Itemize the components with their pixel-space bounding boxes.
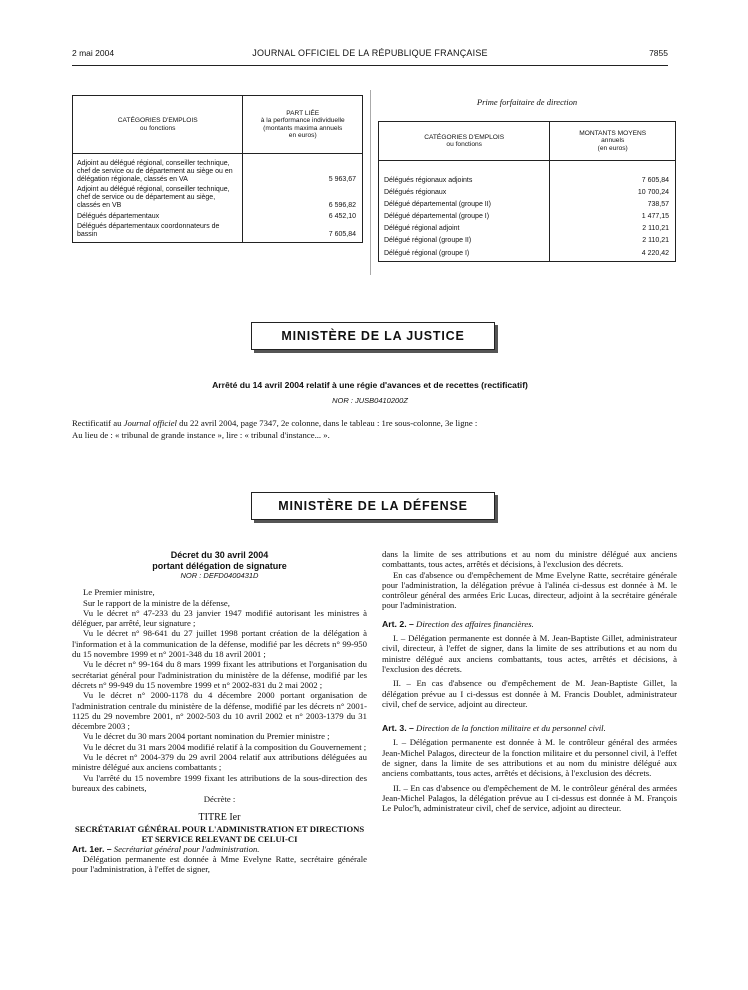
visa-paragraph: Vu le décret n° 98-641 du 27 juillet 1998 portant création de la délégation à l'information et à la communication de la défense, modifié par les décrets n° 99-950 du 15 novembre 1999 et n° 2001-348 du 18 avril 2001 ; — [72, 628, 367, 660]
table-row — [379, 234, 676, 246]
ministry-defense-heading: MINISTÈRE DE LA DÉFENSE — [251, 492, 495, 520]
amount-cell: 7 605,84 — [550, 161, 676, 187]
article-2-paragraphs — [382, 633, 677, 709]
table-row — [73, 212, 363, 222]
ministry-justice-heading: MINISTÈRE DE LA JUSTICE — [251, 322, 495, 350]
visa-paragraph: Vu le décret du 31 mars 2004 modifié relatif à la composition du Gouvernement ; — [83, 741, 367, 752]
table-row — [379, 210, 676, 222]
amount-cell: 6 596,82 — [243, 185, 363, 211]
category-cell: Délégués départementaux coordonnateurs de bassin — [73, 222, 243, 243]
decree-nor: NOR : DEFD0400431D — [180, 571, 259, 580]
visa-paragraph: Le Premier ministre, — [83, 587, 155, 598]
table-right-col1-header: CATÉGORIES D'EMPLOIS ou fonctions — [379, 122, 550, 161]
table-row — [73, 185, 363, 211]
article-1-heading: Art. 1er. – Secrétariat général pour l'administration. — [72, 843, 260, 854]
issue-date: 2 mai 2004 — [72, 48, 115, 58]
page-header — [72, 48, 668, 62]
amount-cell: 7 605,84 — [243, 222, 363, 243]
journal-title: JOURNAL OFFICIEL DE LA RÉPUBLIQUE FRANÇAISE — [252, 48, 488, 58]
header-rule — [72, 65, 668, 66]
table-right-title: Prime forfaitaire de direction — [476, 97, 578, 107]
category-cell: Délégué régional (groupe I) — [379, 247, 550, 262]
table-row — [379, 198, 676, 210]
visa-paragraphs — [72, 587, 367, 793]
table-right-col2-header: MONTANTS MOYENS annuels (en euros) — [550, 122, 676, 161]
arrete-nor: NOR : JUSB0410200Z — [332, 396, 408, 405]
table-row — [73, 154, 363, 186]
table-row — [379, 222, 676, 234]
category-cell: Délégué régional adjoint — [379, 222, 550, 234]
paragraph: En cas d'absence ou d'empêchement de Mme Evelyne Ratte, secrétaire générale pour l'administration, la délégation prévue à l'alinéa ci-dessus est donnée à M. le contrôleur général des armées Eric Lucas, directeur, adjoint à la secrétaire générale pour l'administration. — [382, 569, 677, 611]
amount-cell: 1 477,15 — [550, 210, 676, 222]
right-column — [382, 549, 677, 818]
table-left-col2-header: PART LIÉE à la performance individuelle (montants maxima annuels en euros) — [243, 96, 363, 154]
titre-heading: SECRÉTARIAT GÉNÉRAL POUR L'ADMINISTRATION ET DIRECTIONS ET SERVICE RELEVANT DE CELUI-CI — [74, 823, 365, 844]
visa-paragraph: Vu le décret du 30 mars 2004 portant nomination du Premier ministre ; — [83, 731, 330, 742]
article-3-heading: Art. 3. – Direction de la fonction militaire et du personnel civil. — [382, 723, 606, 734]
page-number: 7855 — [649, 48, 668, 58]
visa-paragraph: Vu le décret n° 47-233 du 23 janvier 1947 modifié autorisant les ministres à déléguer, par arrêté, leur signature ; — [72, 607, 367, 629]
table-row — [379, 247, 676, 262]
visa-paragraph: Vu le décret n° 2004-379 du 29 avril 2004 relatif aux attributions déléguées au ministre délégué aux anciens combattants ; — [72, 752, 367, 773]
article-1-text: Délégation permanente est donnée à Mme Evelyne Ratte, secrétaire générale pour l'administration, à l'effet de signer, — [72, 854, 367, 875]
arrete-title: Arrêté du 14 avril 2004 relatif à une régie d'avances et de recettes (rectificatif) — [212, 380, 528, 390]
director-bonus-table — [378, 121, 676, 262]
paragraph: dans la limite de ses attributions et au nom du ministre délégué aux anciens combattants, tous actes, arrêtés et décisions, à l'exclusion des décrets. — [382, 549, 677, 570]
amount-cell: 4 220,42 — [550, 247, 676, 262]
performance-pay-table — [72, 95, 363, 243]
amount-cell: 10 700,24 — [550, 186, 676, 198]
category-cell: Délégué départemental (groupe II) — [379, 198, 550, 210]
visa-paragraph: Vu l'arrêté du 15 novembre 1999 fixant les attributions de la sous-direction des bureaux des cabinets, — [72, 772, 367, 793]
category-cell: Adjoint au délégué régional, conseiller technique, chef de service ou de département au siège ou en délégation régionale, classés en VA — [73, 154, 243, 186]
visa-paragraph: Vu le décret n° 2000-1178 du 4 décembre 2000 portant organisation de l'administration centrale du ministère de la défense, modifié par les décrets n° 2001-1125 du 29 novembre 2001, n° 2002-503 du 10 avril 2002 et n° 2003-1379 du 31 décembre 2003 ; — [72, 690, 367, 732]
decrete: Décrète : — [203, 794, 236, 805]
table-row — [73, 222, 363, 243]
amount-cell: 2 110,21 — [550, 234, 676, 246]
category-cell: Adjoint au délégué régional, conseiller technique, chef de service ou de département au siège, classés en VB — [73, 185, 243, 211]
amount-cell: 6 452,10 — [243, 212, 363, 222]
amount-cell: 2 110,21 — [550, 222, 676, 234]
amount-cell: 5 963,67 — [243, 154, 363, 186]
table-row — [379, 161, 676, 187]
paragraph: II. – En cas d'absence ou d'empêchement de M. le contrôleur général des armées Jean-Michel Palagos, la délégation prévue au I ci-dessus est donnée à M. François Le Puloc'h, administrateur civil, chef de service, adjoint au directeur. — [382, 782, 677, 814]
visa-paragraph: Vu le décret n° 99-164 du 8 mars 1999 fixant les attributions et l'organisation du secrétariat général pour l'administration du ministère de la défense, modifié par les décrets n° 99-949 du 15 novembre 1999 et n° 2002-831 du 2 mai 2002 ; — [72, 659, 367, 690]
category-cell: Délégué régional (groupe II) — [379, 234, 550, 246]
titre: TITRE Ier — [198, 811, 241, 823]
column-separator — [370, 90, 371, 275]
article-2-heading: Art. 2. – Direction des affaires financières. — [382, 618, 534, 629]
visa-paragraph: Sur le rapport de la ministre de la défense, — [83, 597, 230, 608]
left-column — [72, 550, 367, 875]
decree-title: Décret du 30 avril 2004 portant délégation de signature — [152, 550, 287, 571]
paragraph: I. – Délégation permanente est donnée à M. Jean-Baptiste Gillet, administrateur civil, directeur, à l'effet de signer, dans la limite de ses attributions et au nom du ministre délégué aux anciens combattants, tous actes, arrêtés et décisions, à l'exclusion des décrets. — [382, 633, 677, 674]
article-1-continuation — [382, 549, 677, 611]
category-cell: Délégués régionaux — [379, 186, 550, 198]
table-left-col1-header: CATÉGORIES D'EMPLOIS ou fonctions — [73, 96, 243, 154]
table-row — [379, 186, 676, 198]
category-cell: Délégué départemental (groupe I) — [379, 210, 550, 222]
category-cell: Délégués départementaux — [73, 212, 243, 222]
paragraph: II. – En cas d'absence ou d'empêchement de M. Jean-Baptiste Gillet, la délégation prévue au I ci-dessus est donnée à M. Francis Doublet, administrateur civil, chef de service, adjoint au directeur. — [382, 678, 677, 709]
category-cell: Délégués régionaux adjoints — [379, 161, 550, 187]
paragraph: I. – Délégation permanente est donnée à M. le contrôleur général des armées Jean-Michel Palagos, directeur de la fonction militaire et du personnel civil, à l'effet de signer, dans la limite de ses attributions et au nom du ministre délégué aux anciens combattants, tous actes, arrêtés et décisions, à l'exclusion des décrets. — [382, 737, 677, 779]
rectificatif-text: Rectificatif au Journal officiel du 22 avril 2004, page 7347, 2e colonne, dans le tableau : 1re sous-colonne, 3e ligne : Au lieu de : « tribunal de grande instance », lire : « tribunal d'instance... ». — [72, 418, 478, 440]
article-3-paragraphs — [382, 737, 677, 813]
amount-cell: 738,57 — [550, 198, 676, 210]
